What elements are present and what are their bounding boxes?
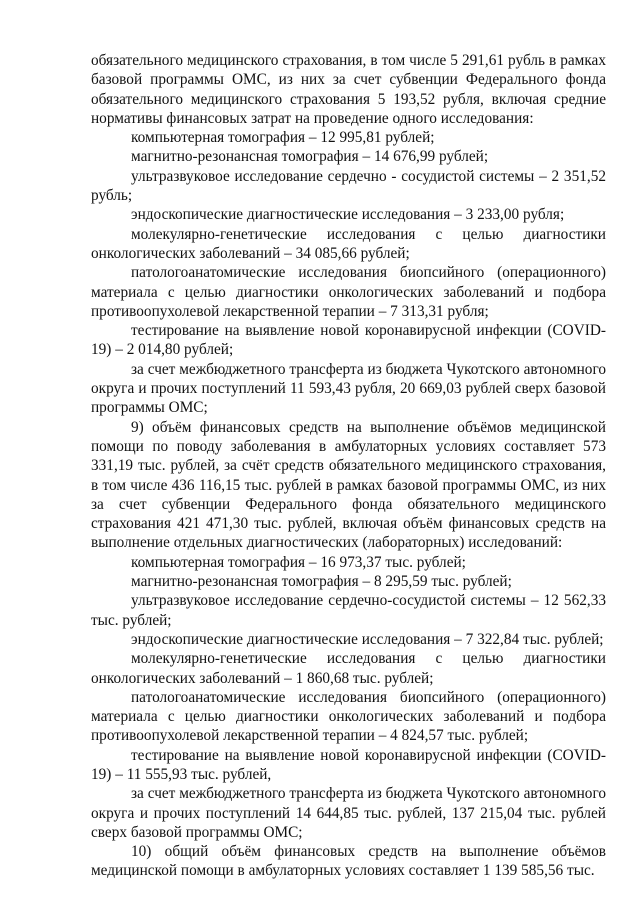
paragraph-interbudget-transfer-2: за счет межбюджетного трансферта из бюджета Чукотского автономного округа и прочих поступлений 14 644,85 тыс. рублей, 137 215,04 тыс. рублей сверх базовой программы ОМС; xyxy=(91,785,606,841)
paragraph-covid-testing-2: тестирование на выявление новой коронавирусной инфекции (COVID-19) – 11 555,93 тыс. рублей, xyxy=(91,746,606,783)
paragraph-endoscopy-2: эндоскопические диагностические исследования – 7 322,84 тыс. рублей; xyxy=(131,630,604,648)
paragraph-ct: компьютерная томография – 12 995,81 рублей; xyxy=(131,129,435,147)
paragraph-ultrasound-2: ультразвуковое исследование сердечно-сосудистой системы – 12 562,33 тыс. рублей; xyxy=(91,592,606,629)
paragraph-ct-2: компьютерная томография – 16 973,37 тыс. рублей; xyxy=(131,553,466,571)
paragraph-mri: магнитно-резонансная томография – 14 676,99 рублей; xyxy=(131,148,489,166)
paragraph-item-10: 10) общий объём финансовых средств на выполнение объёмов медицинской помощи в амбулаторных условиях составляет 1 139 585,56 тыс. xyxy=(91,843,606,880)
paragraph-continuation: обязательного медицинского страхования, в том числе 5 291,61 рубль в рамках базовой программы ОМС, из них за счет субвенции Федерального фонда обязательного медицинского страхования 5 193,52 рубля, включая средние нормативы финансовых затрат на проведение одного исследования: xyxy=(91,52,606,127)
paragraph-covid-testing: тестирование на выявление новой коронавирусной инфекции (COVID-19) – 2 014,80 рублей; xyxy=(91,322,606,359)
paragraph-endoscopy: эндоскопические диагностические исследования – 3 233,00 рубля; xyxy=(131,206,565,224)
paragraph-interbudget-transfer: за счет межбюджетного трансферта из бюджета Чукотского автономного округа и прочих поступлений 11 593,43 рубля, 20 669,03 рублей сверх базовой программы ОМС; xyxy=(91,360,606,417)
paragraph-ultrasound: ультразвуковое исследование сердечно - сосудистой системы – 2 351,52 рубль; xyxy=(91,167,606,205)
paragraph-mri-2: магнитно-резонансная томография – 8 295,59 тыс. рублей; xyxy=(131,573,512,591)
document-page xyxy=(91,51,606,881)
paragraph-item-9: 9) объём финансовых средств на выполнение объёмов медицинской помощи по поводу заболевания в амбулаторных условиях составляет 573 331,19 тыс. рублей, за счёт средств обязательного медицинского страхования, в том числе 436 116,15 тыс. рублей в рамках базовой программы ОМС, из них за счет субвенции Федерального фонда обязательного медицинского страхования 421 471,30 тыс. рублей, включая объём финансовых средств на выполнение отдельных диагностических (лабораторных) исследований: xyxy=(91,418,606,552)
paragraph-molecular-genetic: молекулярно-генетические исследования с целью диагностики онкологических заболеваний – 34 085,66 рублей; xyxy=(91,225,606,262)
paragraph-pathology: патологоанатомические исследования биопсийного (операционного) материала с целью диагностики онкологических заболеваний и подбора противоопухолевой лекарственной терапии – 7 313,31 рубля; xyxy=(91,264,606,320)
paragraph-pathology-2: патологоанатомические исследования биопсийного (операционного) материала с целью диагностики онкологических заболеваний и подбора противоопухолевой лекарственной терапии – 4 824,57 тыс. рублей; xyxy=(91,688,606,745)
paragraph-molecular-genetic-2: молекулярно-генетические исследования с целью диагностики онкологических заболеваний – 1 860,68 тыс. рублей; xyxy=(91,650,606,687)
